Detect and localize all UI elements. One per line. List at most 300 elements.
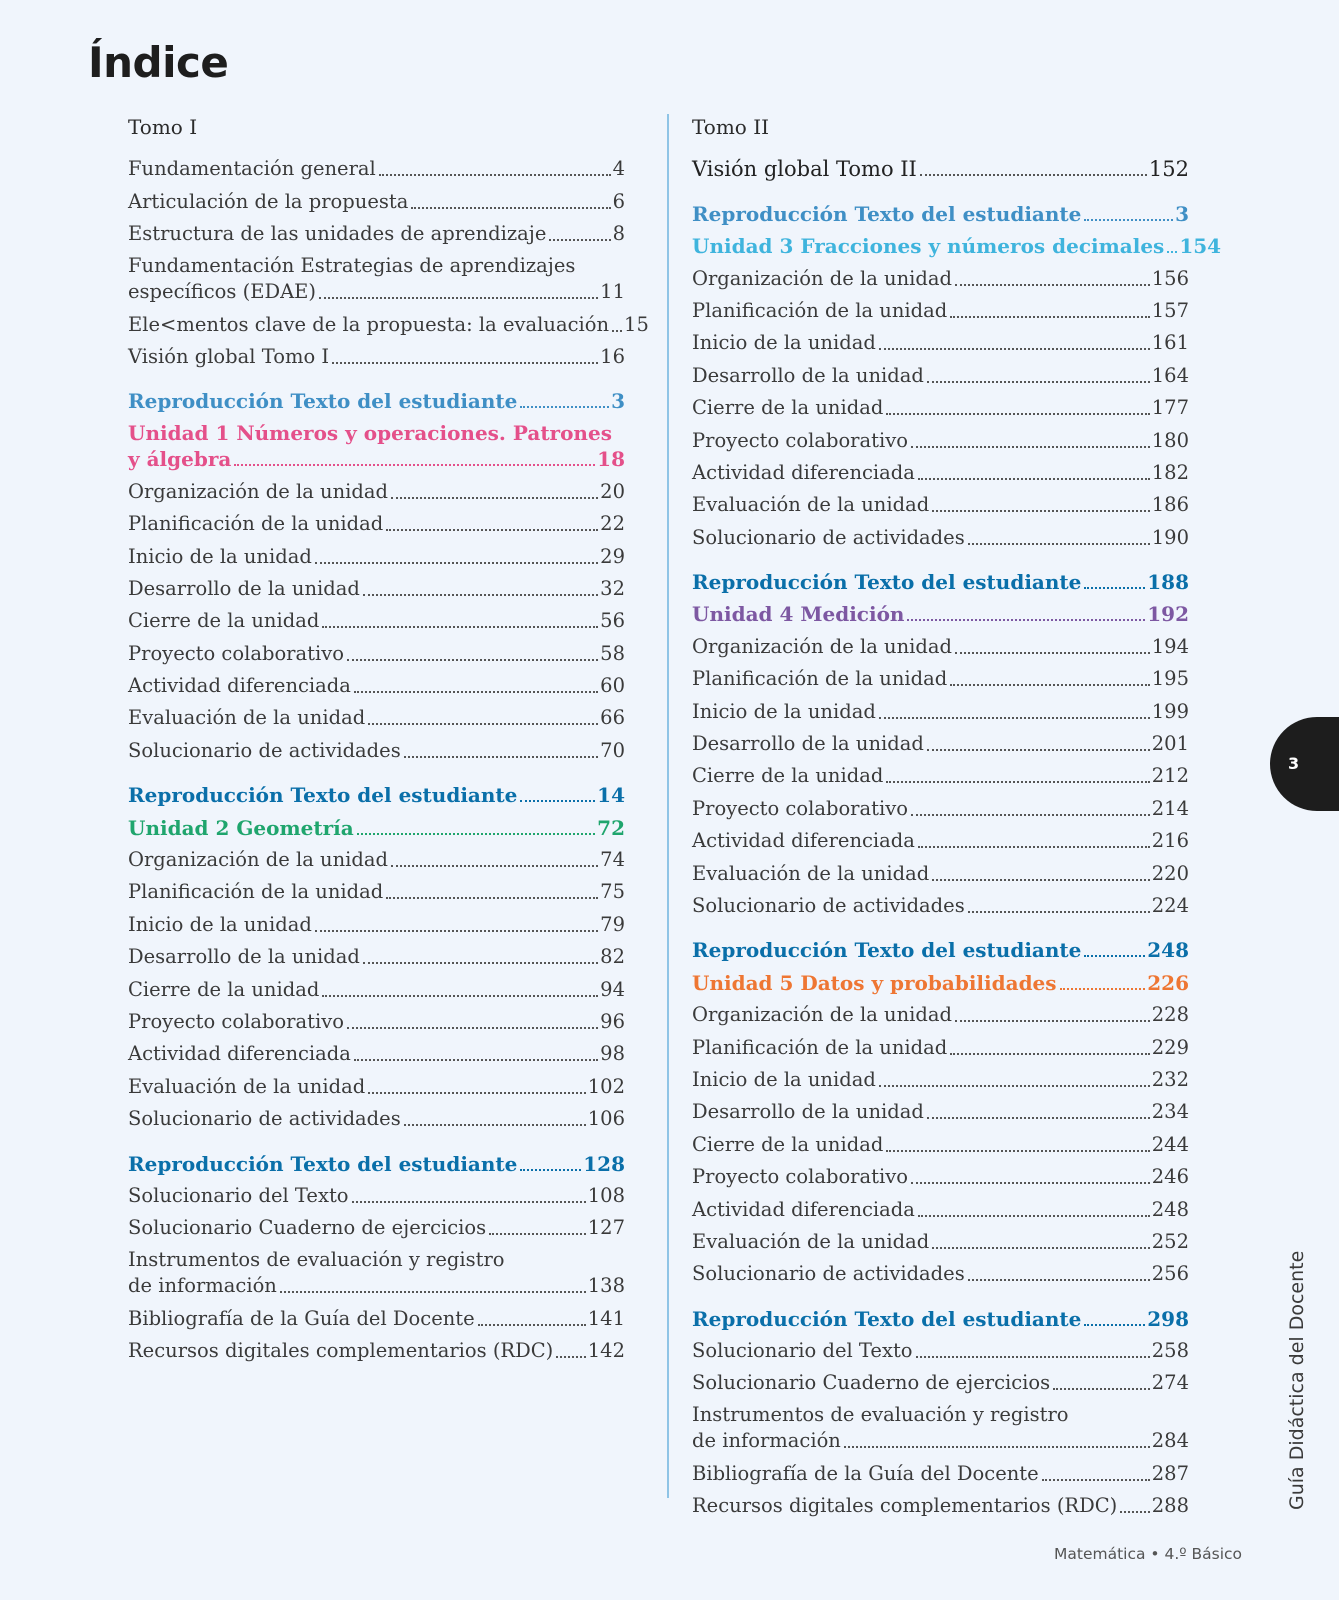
toc-entry[interactable] — [692, 292, 1189, 324]
toc-entry-label: Reproducción Texto del estudiante — [692, 570, 1082, 595]
toc-entry-page: 3 — [611, 389, 625, 414]
toc-entry-label: Visión global Tomo I — [128, 344, 330, 368]
toc-entry-page: 161 — [1151, 331, 1189, 355]
toc-entry-label: Solucionario de actividades — [692, 1262, 965, 1286]
dot-leader — [1060, 988, 1146, 990]
toc-entry[interactable] — [692, 660, 1189, 692]
toc-entry[interactable] — [692, 1061, 1189, 1093]
toc-heading-entry[interactable] — [692, 563, 1189, 595]
footer-text: Matemática • 4.º Básico — [1054, 1545, 1243, 1563]
toc-entry-page: 228 — [1151, 1003, 1189, 1027]
dot-leader — [1084, 955, 1145, 957]
toc-entry-label: Reproducción Texto del estudiante — [128, 783, 518, 808]
toc-entry-page: 102 — [587, 1074, 625, 1098]
toc-section — [692, 931, 1189, 1287]
toc-entry[interactable] — [692, 324, 1189, 356]
toc-entry[interactable] — [692, 1158, 1189, 1190]
toc-entry[interactable] — [128, 699, 625, 731]
dot-leader — [315, 562, 598, 564]
toc-section — [692, 194, 1222, 550]
toc-column-tomo-1 — [128, 112, 649, 1376]
toc-entry-page: 96 — [600, 1009, 625, 1033]
dot-leader — [357, 833, 595, 835]
toc-entry[interactable] — [128, 873, 625, 905]
page-title: Índice — [88, 38, 229, 87]
toc-entry[interactable] — [128, 1177, 625, 1209]
toc-entry-page: 82 — [600, 945, 625, 969]
toc-section — [692, 150, 1189, 182]
toc-entry-label: Desarrollo de la unidad — [692, 1100, 924, 1124]
toc-entry-page: 248 — [1147, 938, 1189, 963]
toc-entry-page: 157 — [1151, 298, 1189, 322]
dot-leader — [368, 1092, 586, 1094]
toc-entry-label: Cierre de la unidad — [128, 609, 320, 633]
toc-entry-label: Organización de la unidad — [692, 266, 952, 290]
toc-entry-label: Planificación de la unidad — [692, 298, 948, 322]
dot-leader — [319, 297, 598, 299]
toc-entry-label-line1: Instrumentos de evaluación y registro — [128, 1248, 505, 1272]
dot-leader — [347, 1027, 598, 1029]
toc-entry-label: Organización de la unidad — [692, 634, 952, 658]
toc-entry-page: 72 — [597, 815, 625, 840]
dot-leader — [886, 781, 1149, 783]
dot-leader — [879, 348, 1150, 350]
toc-heading-entry[interactable] — [128, 382, 625, 414]
toc-entry-page: 16 — [600, 344, 625, 368]
toc-entry[interactable] — [128, 247, 625, 305]
toc-entry-label: Cierre de la unidad — [692, 396, 884, 420]
toc-entry-page: 194 — [1151, 634, 1189, 658]
toc-entry-page: 220 — [1151, 861, 1189, 885]
toc-entry-page: 8 — [612, 222, 625, 246]
dot-leader — [927, 381, 1150, 383]
dot-leader — [391, 865, 598, 867]
dot-leader — [363, 594, 598, 596]
dot-leader — [918, 846, 1150, 848]
toc-entry-label: Unidad 2 Geometría — [128, 815, 354, 840]
dot-leader — [916, 1356, 1150, 1358]
toc-entry-label: Reproducción Texto del estudiante — [692, 1306, 1082, 1331]
dot-leader — [918, 1215, 1150, 1217]
dot-leader — [322, 995, 598, 997]
toc-section — [692, 563, 1189, 919]
toc-entry-label: Inicio de la unidad — [692, 699, 876, 723]
toc-heading-entry[interactable] — [692, 931, 1189, 963]
toc-entry-page: 20 — [600, 479, 625, 503]
toc-entry[interactable] — [692, 454, 1189, 486]
toc-entry-page: 224 — [1151, 893, 1189, 917]
toc-sections — [692, 150, 1222, 1519]
toc-entry[interactable] — [692, 1255, 1189, 1287]
toc-entry-page: 15 — [624, 312, 649, 336]
toc-entry[interactable] — [692, 789, 1189, 821]
toc-heading-entry[interactable] — [692, 227, 1222, 259]
toc-entry-page: 216 — [1151, 829, 1189, 853]
dot-leader — [1084, 587, 1145, 589]
dot-leader — [950, 316, 1150, 318]
toc-entry[interactable] — [692, 692, 1189, 724]
dot-leader — [1167, 251, 1177, 253]
toc-entry-label: Bibliografía de la Guía del Docente — [692, 1461, 1039, 1485]
toc-entry-label: Organización de la unidad — [128, 479, 388, 503]
dot-leader — [844, 1446, 1150, 1448]
toc-heading-entry[interactable] — [128, 1144, 625, 1176]
toc-entry-page: 190 — [1151, 525, 1189, 549]
toc-entry-page: 244 — [1151, 1132, 1189, 1156]
page-number: 3 — [1288, 754, 1300, 773]
toc-entry[interactable] — [128, 338, 625, 370]
toc-entry[interactable] — [128, 472, 625, 504]
toc-entry-label: Evaluación de la unidad — [128, 1074, 366, 1098]
toc-heading-entry[interactable] — [128, 808, 625, 840]
toc-entry-label: Ele<mentos clave de la propuesta: la evaluación — [128, 312, 610, 336]
dot-leader — [879, 1085, 1150, 1087]
dot-leader — [520, 406, 609, 408]
toc-entry[interactable] — [692, 627, 1189, 659]
toc-entry[interactable] — [692, 822, 1189, 854]
tomo-heading: Tomo I — [128, 115, 198, 139]
dot-leader — [907, 619, 1145, 621]
toc-entry-label: Desarrollo de la unidad — [128, 576, 360, 600]
toc-entry[interactable] — [128, 182, 625, 214]
toc-entry-label: Proyecto colaborativo — [692, 796, 908, 820]
side-label: Guía Didáctica del Docente — [1286, 1250, 1308, 1510]
toc-entry-page: 298 — [1147, 1306, 1189, 1331]
toc-entry[interactable] — [692, 854, 1189, 886]
toc-entry-page: 11 — [600, 280, 625, 304]
toc-entry[interactable] — [128, 731, 625, 763]
toc-entry-label: Unidad 5 Datos y probabilidades — [692, 970, 1057, 995]
toc-entry[interactable] — [128, 1035, 625, 1067]
toc-entry-label-line1: Unidad 1 Números y operaciones. Patrones — [128, 421, 612, 446]
toc-entry-page: 246 — [1151, 1165, 1189, 1189]
toc-entry-page: 274 — [1151, 1371, 1189, 1395]
toc-entry-page: 4 — [612, 157, 625, 181]
toc-entry[interactable] — [128, 602, 625, 634]
dot-leader — [886, 413, 1149, 415]
toc-entry-page: 66 — [600, 706, 625, 730]
toc-entry-label: Solucionario del Texto — [692, 1339, 913, 1363]
toc-entry-page: 182 — [1151, 460, 1189, 484]
toc-entry[interactable] — [128, 1299, 625, 1331]
dot-leader — [379, 174, 611, 176]
dot-leader — [920, 174, 1147, 176]
dot-leader — [1084, 219, 1173, 221]
toc-entry[interactable] — [692, 421, 1189, 453]
dot-leader — [368, 723, 598, 725]
toc-entry-label: Cierre de la unidad — [692, 764, 884, 788]
dot-leader — [955, 1020, 1150, 1022]
toc-entry-label: Unidad 4 Medición — [692, 602, 905, 627]
toc-entry-label: Evaluación de la unidad — [692, 861, 930, 885]
dot-leader — [911, 814, 1150, 816]
toc-entry[interactable] — [128, 667, 625, 699]
toc-entry-label: Actividad diferenciada — [692, 1197, 915, 1221]
toc-entry-page: 56 — [600, 609, 625, 633]
toc-section — [128, 1144, 625, 1364]
toc-entry-label: Solucionario Cuaderno de ejercicios — [692, 1371, 1051, 1395]
toc-entry[interactable] — [128, 1003, 625, 1035]
toc-entry-page: 29 — [600, 544, 625, 568]
toc-entry-label: Proyecto colaborativo — [128, 1009, 344, 1033]
toc-heading-entry[interactable] — [692, 194, 1189, 226]
dot-leader — [280, 1291, 586, 1293]
dot-leader — [354, 1059, 598, 1061]
toc-entry[interactable] — [692, 1487, 1189, 1519]
toc-entry-label: Reproducción Texto del estudiante — [692, 201, 1082, 226]
toc-entry-label: Organización de la unidad — [128, 848, 388, 872]
toc-entry-page: 3 — [1175, 201, 1189, 226]
toc-entry[interactable] — [128, 1332, 625, 1364]
dot-leader — [932, 510, 1150, 512]
toc-entry[interactable] — [128, 905, 625, 937]
dot-leader — [549, 239, 610, 241]
toc-section — [128, 776, 625, 1132]
toc-entry-page: 32 — [600, 576, 625, 600]
toc-entry[interactable] — [128, 505, 625, 537]
toc-entry[interactable] — [692, 1028, 1189, 1060]
toc-entry-page: 94 — [600, 977, 625, 1001]
dot-leader — [927, 1117, 1150, 1119]
toc-entry-label: Bibliografía de la Guía del Docente — [128, 1306, 475, 1330]
toc-heading-entry[interactable] — [128, 776, 625, 808]
dot-leader — [478, 1324, 586, 1326]
toc-entry-label: Estructura de las unidades de aprendizaje — [128, 222, 547, 246]
dot-leader — [950, 684, 1150, 686]
toc-entry-line2 — [128, 446, 625, 472]
toc-heading-entry[interactable] — [692, 963, 1189, 995]
page-number-tab — [1270, 717, 1339, 811]
toc-entry-page: 199 — [1151, 699, 1189, 723]
toc-entry[interactable] — [128, 1209, 625, 1241]
toc-entry[interactable] — [128, 1100, 625, 1132]
toc-entry-label: Solucionario de actividades — [692, 893, 965, 917]
toc-entry[interactable] — [128, 305, 649, 337]
toc-entry-label: Inicio de la unidad — [128, 544, 312, 568]
toc-entry-page: 156 — [1151, 266, 1189, 290]
toc-heading-entry[interactable] — [692, 1299, 1189, 1331]
toc-entry-label: Desarrollo de la unidad — [128, 945, 360, 969]
toc-entry-page: 127 — [587, 1216, 625, 1240]
toc-entry-line2 — [128, 279, 625, 305]
dot-leader — [968, 543, 1150, 545]
toc-entry[interactable] — [692, 725, 1189, 757]
toc-entry-page: 154 — [1179, 234, 1222, 259]
dot-leader — [386, 897, 598, 899]
toc-entry-page: 18 — [597, 447, 625, 472]
toc-entry-label: Actividad diferenciada — [692, 460, 915, 484]
dot-leader — [932, 1247, 1150, 1249]
toc-entry-label-line1: Instrumentos de evaluación y registro — [692, 1403, 1069, 1427]
toc-entry-page: 180 — [1151, 428, 1189, 452]
dot-leader — [879, 717, 1150, 719]
toc-entry-page: 226 — [1147, 970, 1189, 995]
toc-entry-page: 232 — [1151, 1067, 1189, 1091]
toc-entry-page: 142 — [587, 1339, 625, 1363]
toc-entry-label: Evaluación de la unidad — [692, 1229, 930, 1253]
toc-entry-label: Visión global Tomo II — [692, 157, 917, 182]
dot-leader — [911, 446, 1150, 448]
dot-leader — [612, 330, 622, 332]
toc-entry-label: Inicio de la unidad — [128, 912, 312, 936]
dot-leader — [968, 1279, 1150, 1281]
toc-entry-page: 79 — [600, 912, 625, 936]
dot-leader — [234, 464, 595, 466]
toc-entry[interactable] — [128, 1067, 625, 1099]
dot-leader — [520, 800, 595, 802]
dot-leader — [886, 1150, 1149, 1152]
dot-leader — [404, 756, 598, 758]
toc-entry-page: 128 — [583, 1151, 625, 1176]
toc-entry-page: 108 — [587, 1183, 625, 1207]
toc-entry[interactable] — [128, 537, 625, 569]
toc-entry[interactable] — [692, 356, 1189, 388]
side-label-container — [1278, 1250, 1318, 1510]
dot-leader — [1120, 1511, 1149, 1513]
toc-heading-entry[interactable] — [128, 414, 625, 472]
toc-entry[interactable] — [692, 757, 1189, 789]
toc-entry-page: 152 — [1148, 157, 1189, 182]
dot-leader — [489, 1233, 586, 1235]
toc-entry[interactable] — [692, 887, 1189, 919]
dot-leader — [363, 962, 598, 964]
toc-entry-label: Planificación de la unidad — [128, 512, 384, 536]
toc-entry-label: Actividad diferenciada — [128, 1042, 351, 1066]
dot-leader — [1084, 1324, 1145, 1326]
toc-entry-page: 188 — [1147, 570, 1189, 595]
toc-entry[interactable] — [128, 634, 625, 666]
toc-entry-page: 60 — [600, 674, 625, 698]
toc-entry[interactable] — [128, 841, 625, 873]
toc-entry-page: 195 — [1151, 667, 1189, 691]
toc-entry[interactable] — [128, 970, 625, 1002]
toc-entry[interactable] — [128, 938, 625, 970]
dot-leader — [955, 284, 1150, 286]
toc-entry-label: Proyecto colaborativo — [128, 641, 344, 665]
dot-leader — [932, 879, 1150, 881]
toc-entry-page: 288 — [1151, 1494, 1189, 1518]
toc-entry-page: 74 — [600, 848, 625, 872]
toc-entry-label-line1: Fundamentación Estrategias de aprendizajes — [128, 254, 576, 278]
toc-entry-label: y álgebra — [128, 447, 232, 472]
toc-entry-page: 284 — [1151, 1429, 1189, 1453]
toc-entry-label: Solucionario Cuaderno de ejercicios — [128, 1216, 487, 1240]
dot-leader — [354, 691, 598, 693]
dot-leader — [955, 652, 1150, 654]
toc-entry[interactable] — [692, 1454, 1189, 1486]
toc-entry-page: 192 — [1147, 602, 1189, 627]
toc-entry[interactable] — [692, 1332, 1189, 1364]
toc-heading-entry[interactable] — [692, 595, 1189, 627]
toc-entry-label: Reproducción Texto del estudiante — [692, 938, 1082, 963]
toc-entry[interactable] — [692, 518, 1189, 550]
toc-entry-page: 186 — [1151, 493, 1189, 517]
toc-entry-label: Desarrollo de la unidad — [692, 363, 924, 387]
dot-leader — [1053, 1388, 1150, 1390]
dot-leader — [322, 626, 598, 628]
toc-entry-label: Recursos digitales complementarios (RDC) — [692, 1494, 1118, 1518]
dot-leader — [332, 362, 598, 364]
toc-entry-label: Articulación de la propuesta — [128, 189, 409, 213]
toc-section — [692, 1299, 1189, 1519]
toc-entry-label: Reproducción Texto del estudiante — [128, 1151, 518, 1176]
toc-entry-label: Fundamentación general — [128, 157, 376, 181]
toc-entry-label: Evaluación de la unidad — [128, 706, 366, 730]
toc-entry-label: Inicio de la unidad — [692, 1067, 876, 1091]
toc-entry-label: Cierre de la unidad — [692, 1132, 884, 1156]
toc-entry[interactable] — [692, 1364, 1189, 1396]
toc-sections — [128, 150, 649, 1364]
toc-entry-label: específicos (EDAE) — [128, 280, 317, 304]
toc-entry-label: Reproducción Texto del estudiante — [128, 389, 518, 414]
toc-entry-label: Planificación de la unidad — [692, 667, 948, 691]
column-divider — [667, 114, 669, 1498]
toc-entry-page: 75 — [600, 880, 625, 904]
dot-leader — [411, 207, 610, 209]
toc-entry[interactable] — [128, 1241, 625, 1299]
toc-entry[interactable] — [128, 150, 625, 182]
toc-entry-label: Desarrollo de la unidad — [692, 732, 924, 756]
toc-entry[interactable] — [692, 1396, 1189, 1454]
dot-leader — [556, 1356, 585, 1358]
tomo-heading: Tomo II — [692, 115, 769, 139]
toc-section — [128, 382, 625, 764]
toc-entry-page: 22 — [600, 512, 625, 536]
toc-entry-page: 287 — [1151, 1461, 1189, 1485]
toc-entry[interactable] — [692, 1190, 1189, 1222]
toc-entry[interactable] — [692, 259, 1189, 291]
toc-entry-page: 141 — [587, 1306, 625, 1330]
toc-entry[interactable] — [692, 389, 1189, 421]
toc-entry-line2 — [128, 1273, 625, 1299]
toc-entry-page: 14 — [597, 783, 625, 808]
dot-leader — [347, 659, 598, 661]
toc-entry-label: Solucionario de actividades — [128, 1107, 401, 1131]
dot-leader — [404, 1124, 586, 1126]
toc-entry[interactable] — [692, 486, 1189, 518]
toc-entry-label: Recursos digitales complementarios (RDC) — [128, 1339, 554, 1363]
toc-entry-label: Evaluación de la unidad — [692, 493, 930, 517]
toc-entry[interactable] — [692, 996, 1189, 1028]
toc-entry[interactable] — [692, 1223, 1189, 1255]
toc-entry-page: 138 — [587, 1274, 625, 1298]
toc-entry[interactable] — [128, 215, 625, 247]
toc-entry[interactable] — [692, 1093, 1189, 1125]
toc-entry-line2 — [692, 1428, 1189, 1454]
dot-leader — [386, 529, 598, 531]
toc-entry-label: Planificación de la unidad — [692, 1035, 948, 1059]
toc-entry-label: Proyecto colaborativo — [692, 428, 908, 452]
dot-leader — [927, 749, 1150, 751]
toc-entry[interactable] — [128, 570, 625, 602]
toc-entry-label: Actividad diferenciada — [692, 829, 915, 853]
dot-leader — [520, 1169, 581, 1171]
toc-entry-label: Solucionario de actividades — [128, 738, 401, 762]
toc-entry[interactable] — [692, 1125, 1189, 1157]
toc-entry-page: 258 — [1151, 1339, 1189, 1363]
toc-entry-label: Organización de la unidad — [692, 1003, 952, 1027]
toc-entry-page: 70 — [600, 738, 625, 762]
toc-entry-label: Planificación de la unidad — [128, 880, 384, 904]
toc-entry-page: 214 — [1151, 796, 1189, 820]
toc-entry-label: Actividad diferenciada — [128, 674, 351, 698]
toc-entry-page: 177 — [1151, 396, 1189, 420]
toc-entry[interactable] — [692, 150, 1189, 182]
toc-entry-page: 248 — [1151, 1197, 1189, 1221]
toc-entry-label: de información — [692, 1429, 841, 1453]
dot-leader — [950, 1053, 1150, 1055]
toc-entry-label: Unidad 3 Fracciones y números decimales — [692, 234, 1165, 259]
